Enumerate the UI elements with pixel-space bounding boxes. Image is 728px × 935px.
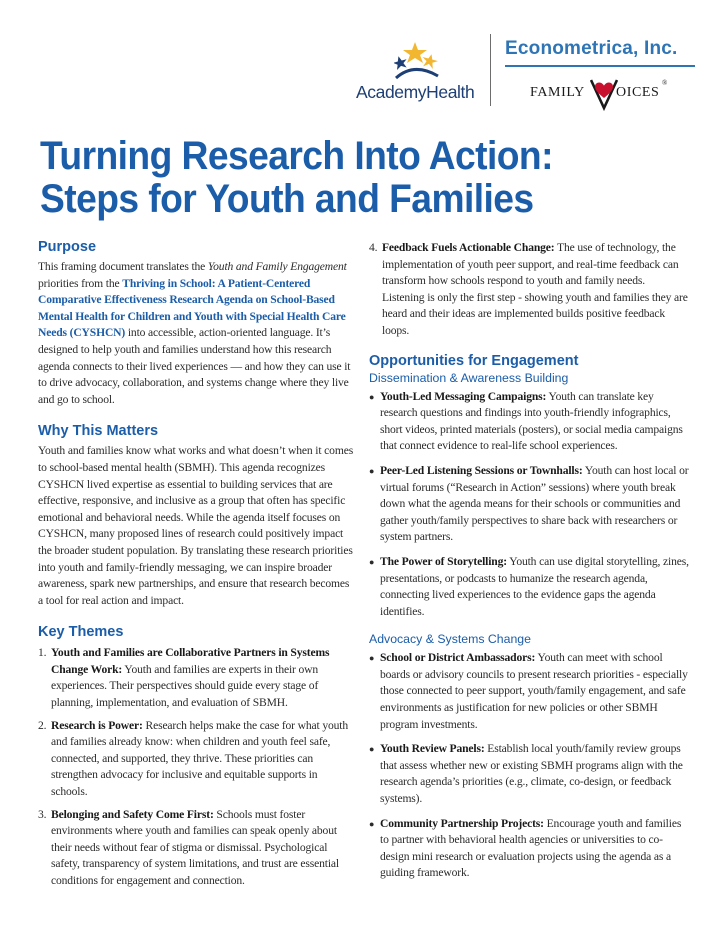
list-item: ● Community Partnership Projects: Encourage youth and families to partner with behavioral health agencies or universities to co-design mini research or evaluation projects using the agenda as a guiding framework.: [369, 816, 689, 882]
title-line-1: Turning Research Into Action:: [40, 134, 553, 178]
econometrica-logo: [505, 38, 719, 68]
themes-list: [38, 645, 356, 889]
purpose-body: This framing document translates the Youth and Family Engagement priorities from the Thriving in School: A Patient-Centered Comparative Effectiveness Research Agenda on School-Based Mental Health for Children and Youth with Special Health Care Needs (CYSHCN) into accessible, action-oriented language. It’s designed to help youth and families understand how this research agenda connects to their lived experiences — and how they can use it to drive advocacy, collaboration, and systems change where they live and go to school.: [38, 260, 351, 406]
purpose-heading: Purpose: [38, 239, 97, 255]
opportunities-heading: Opportunities for Engagement: [369, 352, 579, 369]
family-voices-oices: OICES: [616, 85, 660, 100]
header-logos: [0, 0, 728, 120]
title-line-2: Steps for Youth and Families: [40, 177, 534, 221]
purpose-section: [38, 238, 356, 408]
themes-heading: Key Themes: [38, 624, 124, 641]
list-item: ● The Power of Storytelling: Youth can use digital storytelling, zines, presentations, or podcasts to humanize the research agenda, connecting lived experiences to the evidence gaps the agenda identifies.: [369, 554, 689, 620]
right-column: [369, 240, 689, 890]
agenda-link[interactable]: Thriving in School: A Patient-Centered Comparative Effectiveness Research Agenda on School-Based Mental Health for Children and Youth with Special Health Care Needs (CYSHCN): [38, 276, 346, 340]
list-item: 1. Youth and Families are Collaborative Partners in Systems Change Work: Youth and families are experts in their own experiences. Their perspectives should guide every stage of planning, implementation, and evaluation of SBMH.: [38, 646, 330, 710]
list-item: ● School or District Ambassadors: Youth can meet with school boards or advisory councils to present research priorities - especially those connected to peer support, youth/family engagement, and safe environments as justification for new policies or other SBMH program investments.: [369, 650, 689, 733]
econometrica-underline: [505, 65, 695, 67]
list-item: 2. Research is Power: Research helps make the case for what youth and families already know: when children and youth feel safe, connected, and supported, they thrive. These priorities can strengthen advocacy for inclusive and equitable supports in schools.: [38, 718, 348, 799]
list-item: ● Youth Review Panels: Establish local youth/family review groups that assess whether new or existing SBMH programs align with the research agenda’s priorities (e.g., climate, co-design, or feedback systems).: [369, 741, 689, 807]
why-body: Youth and families know what works and what doesn’t when it comes to school-based mental health (SBMH). This agenda recognizes CYSHCN lived expertise as essential to building services that are effective, responsive, and inclusive as a group that often has specific emotional and behavioral needs. While the agenda itself focuses on CYSHCN, many proposed lines of research could positively impact the broader student population. By translating these research priorities into youth and family-friendly messaging, we can inspire broader awareness, spark new partnerships, and ensure that research becomes a tool for real action and impact.: [38, 444, 354, 607]
purpose-italic: Youth and Family Engagement: [207, 260, 347, 273]
dissemination-list: [369, 389, 689, 621]
advocacy-list: [369, 650, 689, 882]
heart-v-icon: [590, 77, 618, 111]
family-voices-family: FAMILY: [530, 85, 585, 100]
registered-mark: ®: [662, 79, 668, 87]
advocacy-heading: Advocacy & Systems Change: [369, 632, 531, 647]
family-voices-logo: [530, 79, 690, 111]
opportunities-section: [369, 352, 689, 882]
dissemination-heading: Dissemination & Awareness Building: [369, 370, 569, 385]
left-column: [38, 238, 356, 904]
themes-list-continued: [369, 240, 689, 340]
page-title: [40, 135, 654, 221]
logo-divider: [490, 34, 491, 106]
list-item: 4. Feedback Fuels Actionable Change: The use of technology, the implementation of youth peer support, and real-time feedback can transform how schools respond to youth and family needs. Listening is only the first step - showing youth and families they are heard and their ideas are implemented builds positive feedback loops.: [369, 241, 688, 337]
why-heading: Why This Matters: [38, 423, 159, 440]
academyhealth-logo: [356, 40, 475, 106]
themes-section: [38, 623, 356, 889]
academyhealth-wordmark: AcademyHealth: [356, 82, 475, 102]
list-item: ● Peer-Led Listening Sessions or Townhalls: Youth can host local or virtual forums (“Research in Action” sessions) where youth break down what the agenda means for their schools or communities and gather youth/family perspectives to share back with researchers or system partners.: [369, 463, 689, 546]
list-item: ● Youth-Led Messaging Campaigns: Youth can translate key research questions and findings into youth-friendly infographics, short videos, printed materials (posters), or social media campaigns that connect evidence to real-life school experiences.: [369, 389, 689, 455]
econometrica-wordmark: Econometrica, Inc.: [505, 38, 678, 59]
star-icon: [394, 40, 440, 80]
list-item: 3. Belonging and Safety Come First: Schools must foster environments where youth and families can speak openly about their needs without fear of stigma or dismissal. Psychological safety, transparency of system limitations, and trust are essential conditions for engagement and connection.: [38, 807, 339, 887]
why-section: [38, 422, 356, 609]
